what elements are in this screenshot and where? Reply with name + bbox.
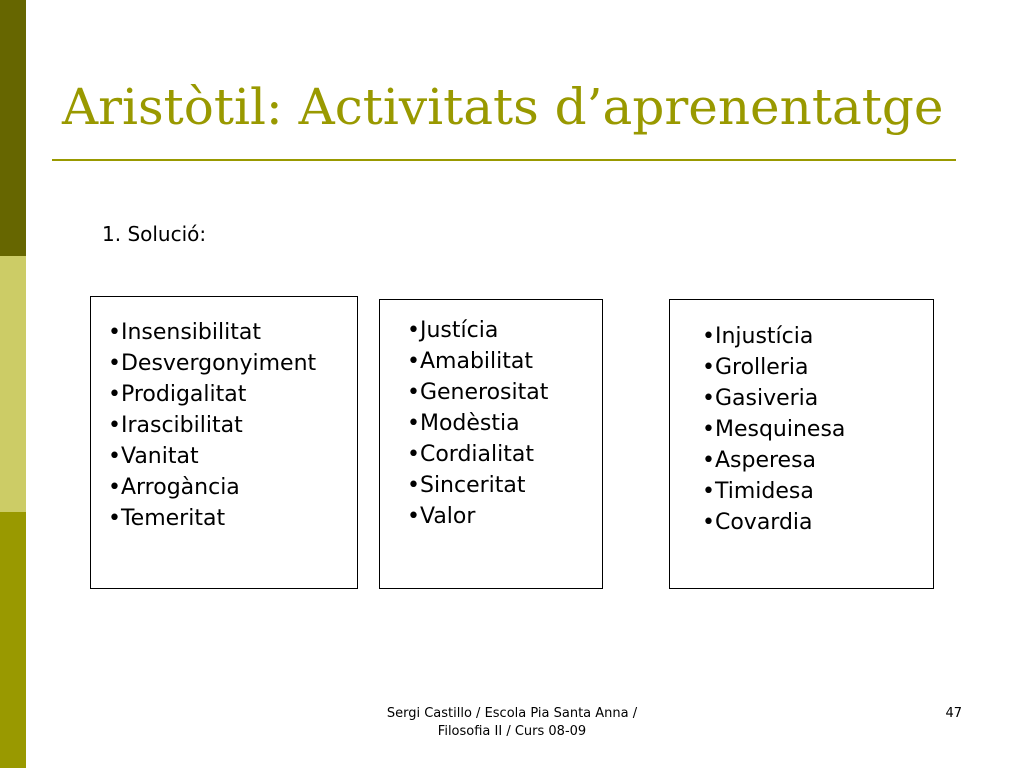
list-item: •Grolleria bbox=[702, 355, 809, 380]
list-item: •Timidesa bbox=[702, 479, 814, 504]
list-item: •Mesquinesa bbox=[702, 417, 846, 442]
list-item: •Insensibilitat bbox=[108, 320, 261, 345]
sidebar-stripe-olive bbox=[0, 512, 26, 768]
list-item: •Desvergonyiment bbox=[108, 351, 317, 376]
list-item: •Generositat bbox=[407, 380, 549, 405]
list-item: •Covardia bbox=[702, 510, 813, 535]
excess-list bbox=[670, 300, 933, 538]
list-item: •Irascibilitat bbox=[108, 413, 243, 438]
virtue-box bbox=[379, 299, 603, 589]
title-underline bbox=[52, 159, 956, 161]
deficiency-list bbox=[91, 297, 357, 534]
list-item: •Arrogància bbox=[108, 475, 240, 500]
list-item: •Valor bbox=[407, 504, 476, 529]
sidebar-stripe-light bbox=[0, 256, 26, 512]
list-item: •Gasiveria bbox=[702, 386, 819, 411]
footer-line: Sergi Castillo / Escola Pia Santa Anna / bbox=[386, 706, 638, 721]
virtue-list bbox=[380, 300, 602, 532]
sidebar-stripe-dark bbox=[0, 0, 26, 256]
excess-box bbox=[669, 299, 934, 589]
list-item: •Amabilitat bbox=[407, 349, 533, 374]
list-item: •Cordialitat bbox=[407, 442, 534, 467]
footer-line: Filosofia II / Curs 08-09 bbox=[437, 724, 587, 739]
list-item: •Prodigalitat bbox=[108, 382, 247, 407]
list-item: •Sinceritat bbox=[407, 473, 526, 498]
list-item: •Justícia bbox=[407, 318, 499, 343]
list-item: •Injustícia bbox=[702, 324, 814, 349]
list-item: •Vanitat bbox=[108, 444, 199, 469]
page-number: 47 bbox=[945, 706, 962, 721]
slide-title: Aristòtil: Activitats d’aprenentatge bbox=[62, 78, 944, 136]
footer-credits bbox=[352, 705, 672, 741]
list-item: •Temeritat bbox=[108, 506, 226, 531]
list-item: •Modèstia bbox=[407, 411, 520, 436]
deficiency-box bbox=[90, 296, 358, 589]
list-item: •Asperesa bbox=[702, 448, 817, 473]
solution-heading: 1. Solució: bbox=[102, 222, 207, 246]
